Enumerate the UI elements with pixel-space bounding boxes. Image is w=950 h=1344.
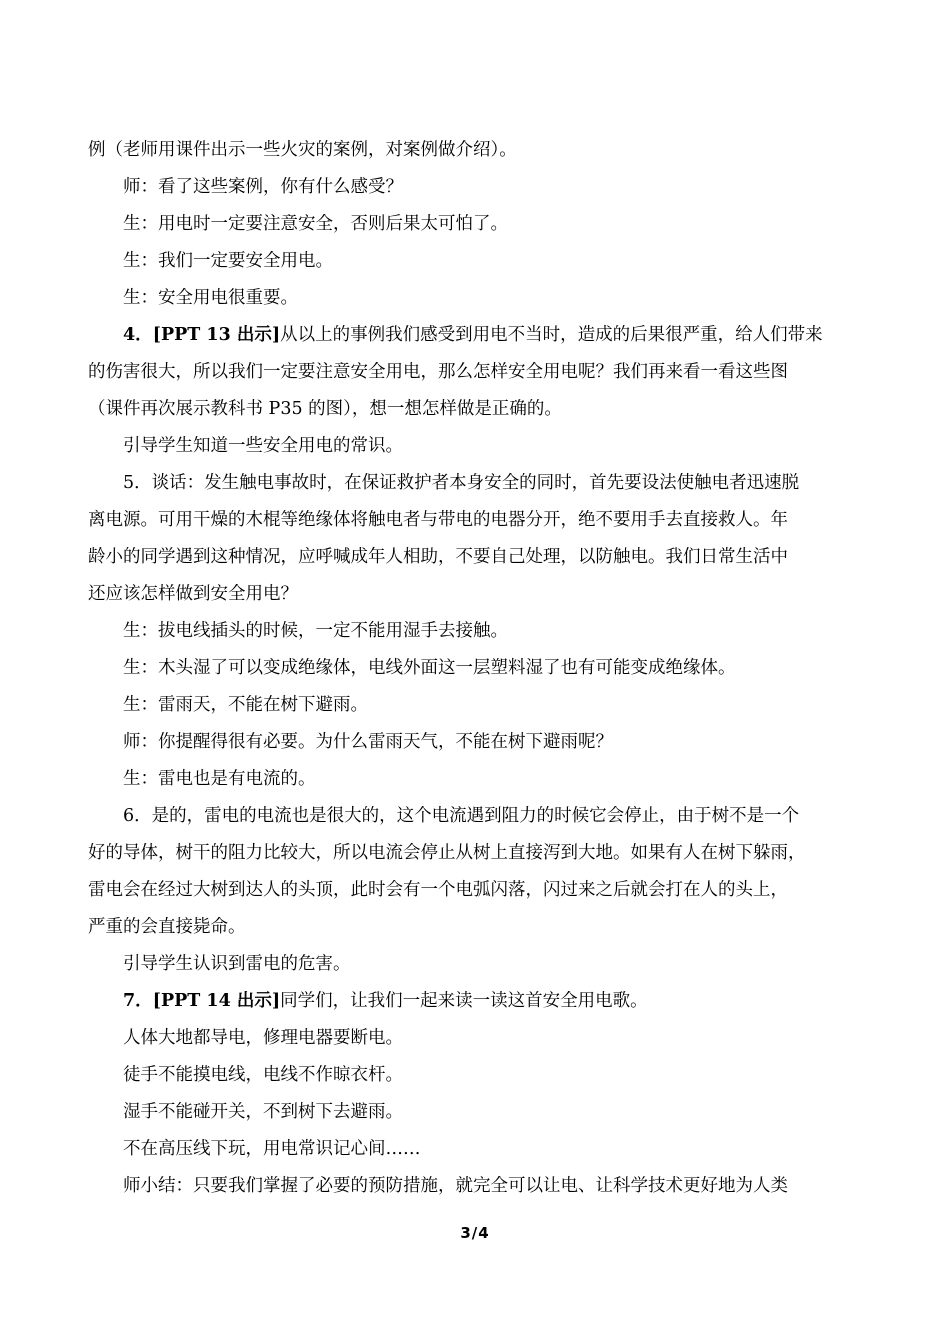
step-number: 4．: [123, 325, 153, 345]
paragraph-line: 还应该怎样做到安全用电？: [88, 584, 298, 604]
paragraph-line: 离电源。可用干燥的木棍等绝缘体将触电者与带电的电器分开，绝不要用手去直接救人。年: [88, 510, 788, 530]
poem-line: 不在高压线下玩，用电常识记心间……: [123, 1139, 421, 1159]
paragraph-line: 6．是的，雷电的电流也是很大的，这个电流遇到阻力的时候它会停止，由于树不是一个: [123, 806, 800, 826]
paragraph-line: 雷电会在经过大树到达人的头顶，此时会有一个电弧闪落，闪过来之后就会打在人的头上，: [88, 880, 788, 900]
paragraph-line: 严重的会直接毙命。: [88, 917, 246, 937]
paragraph-text: 同学们，让我们一起来读一读这首安全用电歌。: [280, 991, 648, 1011]
paragraph-line: 生：我们一定要安全用电。: [123, 251, 333, 271]
paragraph-line: 生：雷雨天，不能在树下避雨。: [123, 695, 368, 715]
paragraph-line: 生：拔电线插头的时候，一定不能用湿手去接触。: [123, 621, 508, 641]
paragraph-line: 师：看了这些案例，你有什么感受？: [123, 177, 403, 197]
paragraph-line: 生：安全用电很重要。: [123, 288, 298, 308]
paragraph-line: 引导学生知道一些安全用电的常识。: [123, 436, 403, 456]
paragraph-line: 师：你提醒得很有必要。为什么雷雨天气，不能在树下避雨呢？: [123, 732, 613, 752]
ppt-marker: [PPT 14 出示]: [152, 991, 281, 1011]
paragraph-text: 从以上的事例我们感受到用电不当时，造成的后果很严重，给人们带来: [280, 325, 823, 345]
page-current: 3: [460, 1224, 472, 1242]
poem-line: 湿手不能碰开关，不到树下去避雨。: [123, 1102, 403, 1122]
step-number: 7．: [123, 991, 153, 1011]
paragraph-line: 的伤害很大，所以我们一定要注意安全用电，那么怎样安全用电呢？我们再来看一看这些图: [88, 362, 788, 382]
paragraph-line: [88, 983, 868, 1020]
page-number: [0, 1224, 950, 1242]
paragraph-line: 引导学生认识到雷电的危害。: [123, 954, 351, 974]
paragraph-line: 生：用电时一定要注意安全，否则后果太可怕了。: [123, 214, 508, 234]
poem-line: 徒手不能摸电线，电线不作晾衣杆。: [123, 1065, 403, 1085]
page-separator: /: [471, 1224, 479, 1242]
paragraph-line: 好的导体，树干的阻力比较大，所以电流会停止从树上直接泻到大地。如果有人在树下躲雨，: [88, 843, 806, 863]
paragraph-line: （课件再次展示教科书 P35 的图），想一想怎样做是正确的。: [88, 399, 562, 419]
paragraph-line: 生：雷电也是有电流的。: [123, 769, 316, 789]
paragraph-line: 龄小的同学遇到这种情况，应呼喊成年人相助，不要自己处理，以防触电。我们日常生活中: [88, 547, 788, 567]
paragraph-line: 5．谈话：发生触电事故时，在保证救护者本身安全的同时，首先要设法使触电者迅速脱: [123, 473, 800, 493]
paragraph-line: 例（老师用课件出示一些火灾的案例，对案例做介绍）。: [88, 140, 517, 160]
document-body: [88, 132, 868, 1205]
paragraph-line: 生：木头湿了可以变成绝缘体，电线外面这一层塑料湿了也有可能变成绝缘体。: [123, 658, 736, 678]
paragraph-line: [88, 317, 868, 354]
page-total: 4: [478, 1224, 490, 1242]
poem-line: 人体大地都导电，修理电器要断电。: [123, 1028, 403, 1048]
paragraph-line: 师小结：只要我们掌握了必要的预防措施，就完全可以让电、让科学技术更好地为人类: [123, 1176, 788, 1196]
ppt-marker: [PPT 13 出示]: [152, 325, 281, 345]
